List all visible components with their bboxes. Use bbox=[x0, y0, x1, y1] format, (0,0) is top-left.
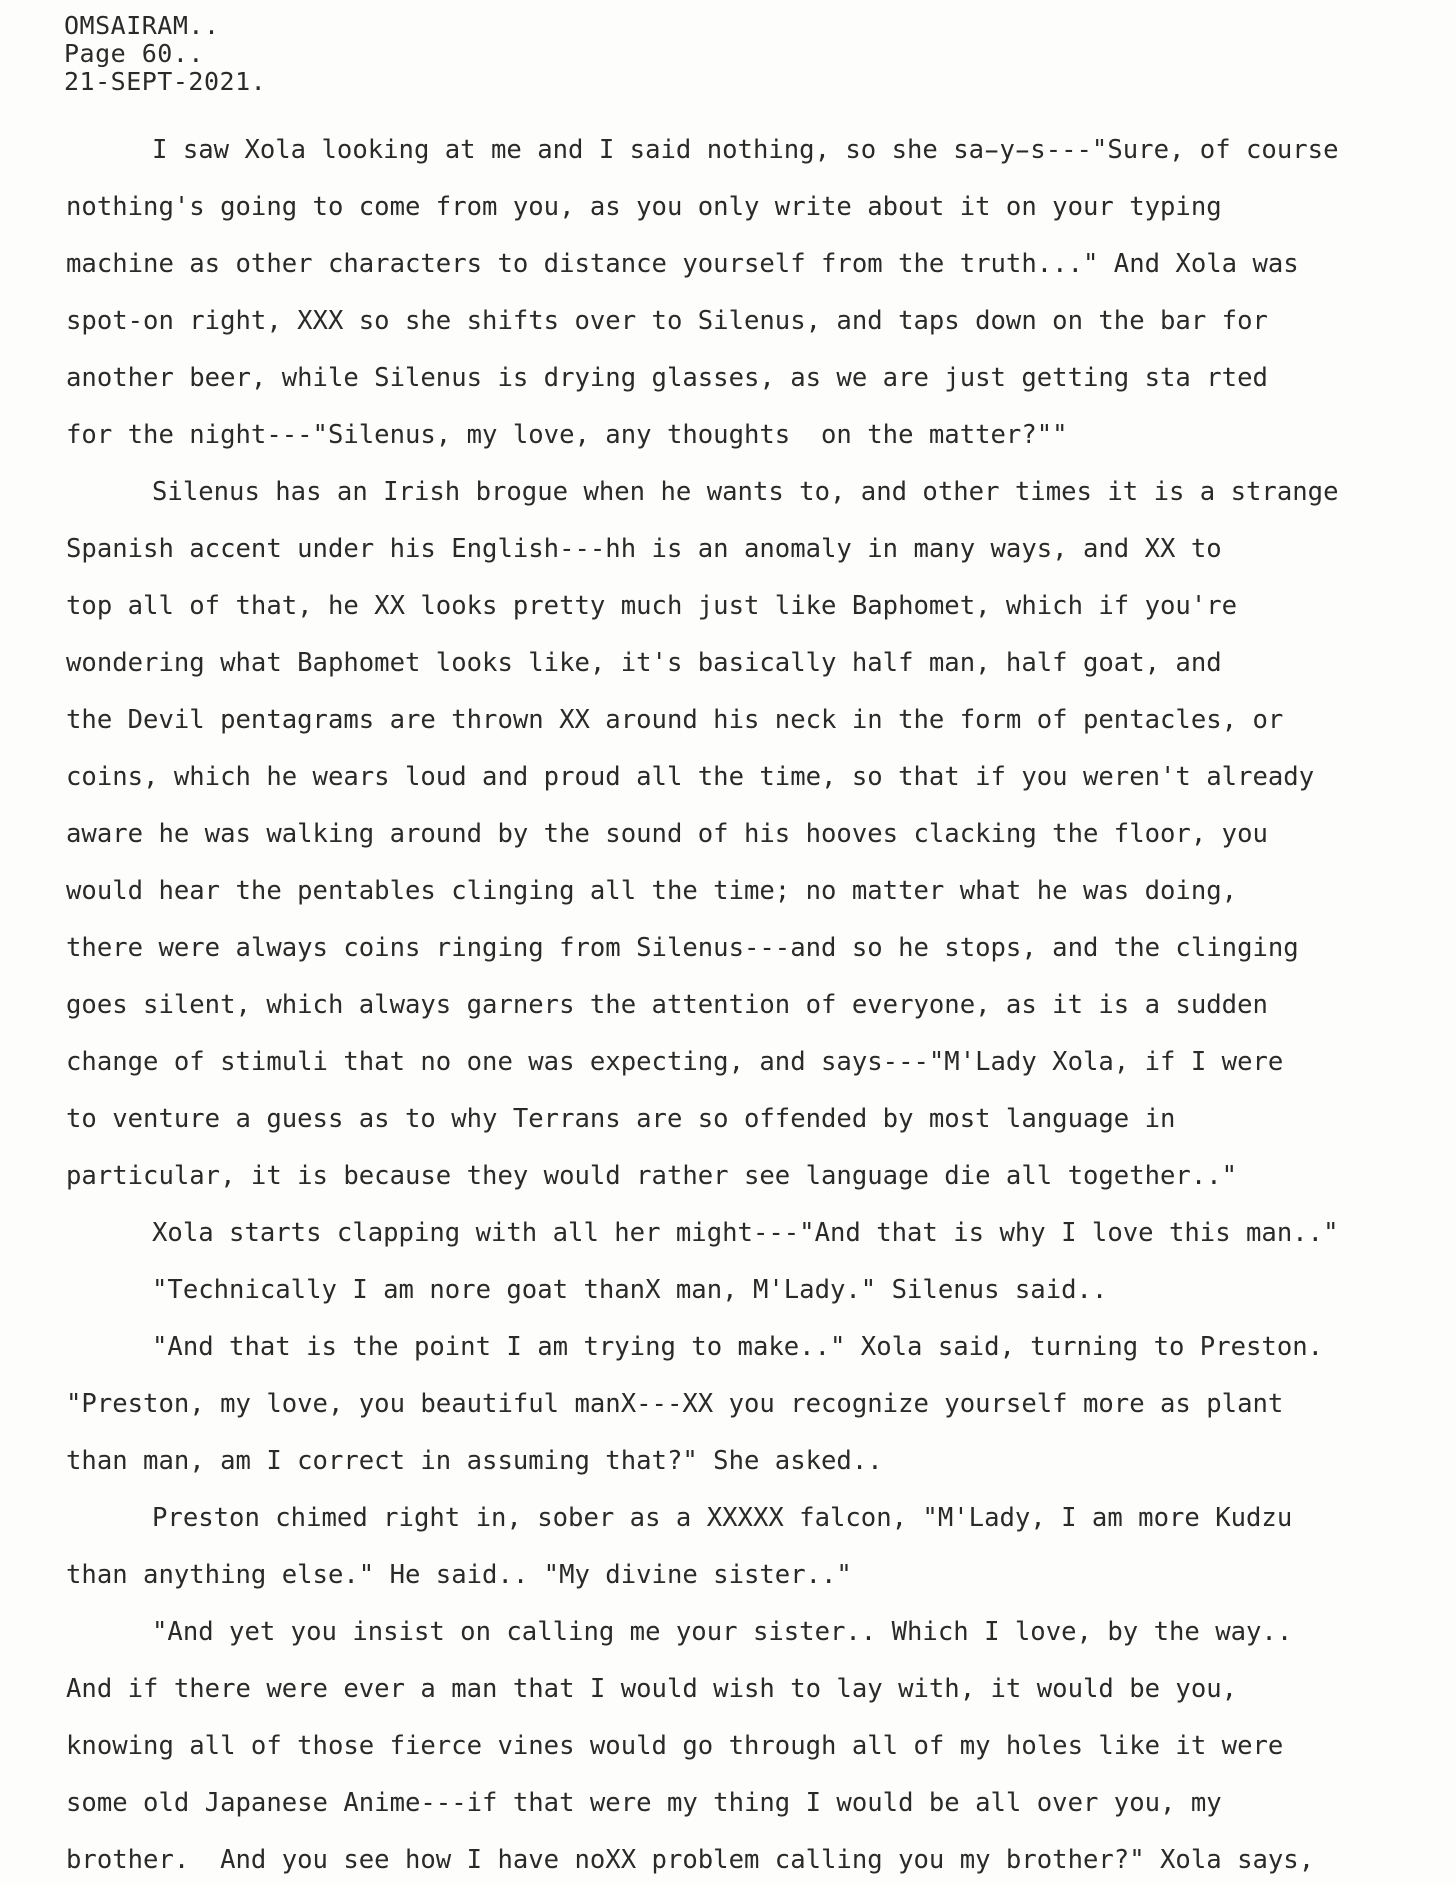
text-line: I saw Xola looking at me and I said nothing, so she sa̵y̵s---"Sure, of course bbox=[152, 135, 1339, 165]
text-line: "And that is the point I am trying to make.." Xola said, turning to Preston. bbox=[152, 1332, 1324, 1362]
text-line: Preston chimed right in, sober as a XXXXX falcon, "M'Lady, I am more Kudzu bbox=[152, 1503, 1293, 1533]
text-line: Spanish accent under his English---hh is an anomaly in many ways, and XX to bbox=[66, 534, 1222, 564]
text-line: there were always coins ringing from Silenus---and so he stops, and the clinging bbox=[66, 933, 1299, 963]
text-line: Silenus has an Irish brogue when he wants to, and other times it is a strange bbox=[152, 477, 1339, 507]
text-line: "Technically I am nore goat thanX man, M'Lady." Silenus said.. bbox=[152, 1275, 1108, 1305]
text-line: machine as other characters to distance yourself from the truth..." And Xola was bbox=[66, 249, 1299, 279]
text-line: brother. And you see how I have noXX problem calling you my brother?" Xola says, bbox=[66, 1845, 1315, 1875]
text-line: nothing's going to come from you, as you only write about it on your typing bbox=[66, 192, 1222, 222]
text-line: some old Japanese Anime---if that were my thing I would be all over you, my bbox=[66, 1788, 1222, 1818]
text-line: And if there were ever a man that I would wish to lay with, it would be you, bbox=[66, 1674, 1238, 1704]
text-line: would hear the pentables clinging all the time; no matter what he was doing, bbox=[66, 876, 1238, 906]
text-line: spot-on right, XXX so she shifts over to Silenus, and taps down on the bar for bbox=[66, 306, 1268, 336]
text-line: another beer, while Silenus is drying glasses, as we are just getting sta rted bbox=[66, 363, 1268, 393]
header-line-2: Page 60.. bbox=[64, 39, 204, 68]
text-line: top all of that, he XX looks pretty much just like Baphomet, which if you're bbox=[66, 591, 1238, 621]
text-line: aware he was walking around by the sound of his hooves clacking the floor, you bbox=[66, 819, 1268, 849]
body-text bbox=[66, 122, 1456, 1889]
text-line: change of stimuli that no one was expecting, and says---"M'Lady Xola, if I were bbox=[66, 1047, 1284, 1077]
text-line: to venture a guess as to why Terrans are so offended by most language in bbox=[66, 1104, 1176, 1134]
text-line: for the night---"Silenus, my love, any thoughts on the matter?"" bbox=[66, 420, 1068, 450]
header-line-1: OMSAIRAM.. bbox=[64, 11, 220, 40]
text-line: goes silent, which always garners the attention of everyone, as it is a sudden bbox=[66, 990, 1268, 1020]
header-line-3: 21-SEPT-2021. bbox=[64, 67, 267, 96]
text-line: Xola starts clapping with all her might---"And that is why I love this man.." bbox=[152, 1218, 1339, 1248]
text-line: the Devil pentagrams are thrown XX around his neck in the form of pentacles, or bbox=[66, 705, 1284, 735]
text-line: than man, am I correct in assuming that?" She asked.. bbox=[66, 1446, 883, 1476]
text-line: knowing all of those fierce vines would go through all of my holes like it were bbox=[66, 1731, 1284, 1761]
text-line: particular, it is because they would rather see language die all together.." bbox=[66, 1161, 1238, 1191]
text-line: "Preston, my love, you beautiful manX---XX you recognize yourself more as plant bbox=[66, 1389, 1284, 1419]
text-line: "And yet you insist on calling me your sister.. Which I love, by the way.. bbox=[152, 1617, 1293, 1647]
page-header bbox=[64, 12, 266, 96]
text-line: than anything else." He said.. "My divine sister.." bbox=[66, 1560, 852, 1590]
text-line: coins, which he wears loud and proud all the time, so that if you weren't already bbox=[66, 762, 1315, 792]
text-line: wondering what Baphomet looks like, it's basically half man, half goat, and bbox=[66, 648, 1222, 678]
